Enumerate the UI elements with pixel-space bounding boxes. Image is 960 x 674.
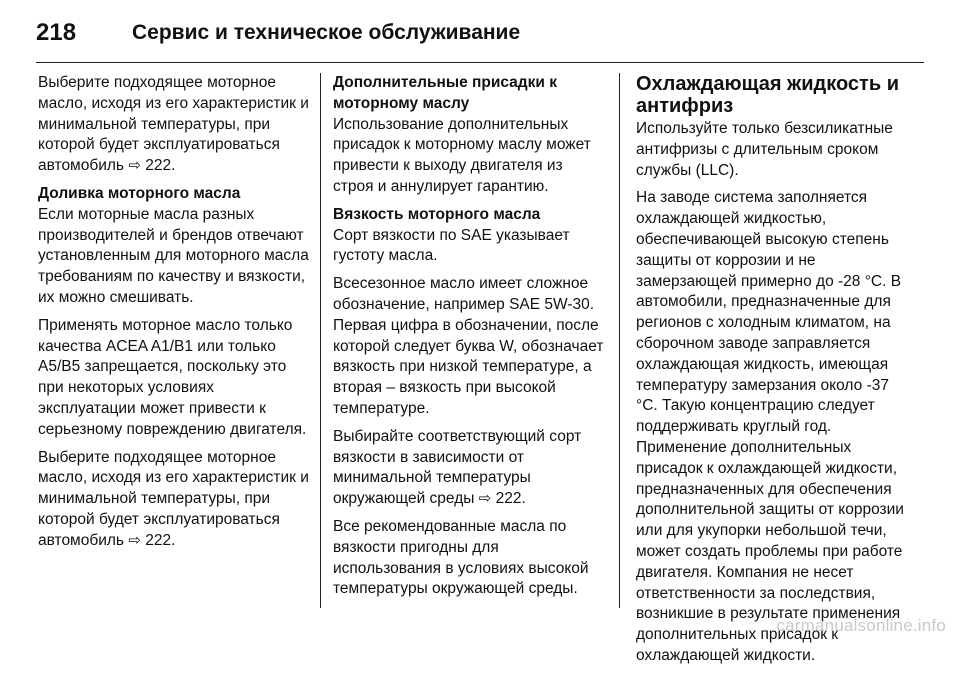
page-ref-arrow-icon: ⇨ bbox=[478, 490, 492, 508]
paragraph-coolant-type: Используйте только безсиликатные антифризы с длительным сроком службы (LLC). bbox=[636, 120, 893, 179]
watermark: carmanualsonline.info bbox=[776, 616, 946, 635]
column-2 bbox=[333, 73, 605, 607]
paragraph-additives-warning: Использование дополнительных присадок к моторному маслу может привести к выходу двигателя из строя и аннулирует гарантию. bbox=[333, 115, 591, 195]
chapter-title: Сервис и техническое обслуживание bbox=[132, 21, 521, 44]
header-divider bbox=[36, 62, 924, 63]
page-ref-link[interactable]: 222. bbox=[495, 490, 526, 508]
column-divider-1 bbox=[320, 73, 321, 608]
column-divider-2 bbox=[619, 73, 620, 608]
page-ref-link[interactable]: 222. bbox=[145, 157, 176, 175]
paragraph-coolant-details: На заводе система заполняется охлаждающей жидкостью, обеспечивающей высокую степень защиты от коррозии и не замерзающей примерно до -28 °С. В автомобили, предназначенные для регионов с холодным климатом, на сборочном заводе заправляется охлаждающая жидкость, имеющая температуру замерзания около -37 °С. Такую концентрацию следует поддерживать круглый год. Применение дополнительных присадок к охлаждающей жидкости, предназначенных для обеспечения дополнительной защиты от коррозии или для укупорки небольшой течи, может создать проблемы при работе двигателя. Компания не несет ответственности за последствия, возникшие в результате применения дополнительных присадок к охлаждающей жидкости. bbox=[636, 189, 904, 664]
page-ref-link[interactable]: 222. bbox=[145, 531, 176, 549]
heading-oil-viscosity: Вязкость моторного масла bbox=[333, 205, 541, 223]
paragraph-oil-selection: Выберите подходящее моторное масло, исходя из его характеристик и минимальной температуры, при которой будет эксплуатироваться автомобиль ⇨ 222. bbox=[38, 74, 309, 175]
heading-oil-topping: Доливка моторного масла bbox=[38, 184, 241, 202]
page-number: 218 bbox=[36, 19, 77, 46]
paragraph-high-temperature: Все рекомендованные масла по вязкости пригодны для использования в условиях высокой температуры окружающей среды. bbox=[333, 517, 589, 598]
column-3 bbox=[636, 73, 910, 674]
page-header bbox=[36, 18, 924, 48]
page-ref-arrow-icon: ⇨ bbox=[128, 157, 141, 175]
heading-oil-additives: Дополнительные присадки к моторному маслу bbox=[333, 74, 557, 112]
page-ref-arrow-icon: ⇨ bbox=[128, 531, 141, 549]
paragraph-viscosity-choice: Выбирайте соответствующий сорт вязкости в зависимости от минимальной температуры окружающей среды ⇨ 222. bbox=[333, 427, 582, 508]
paragraph-oil-mixing: Если моторные масла разных производителей и брендов отвечают установленным для моторного масла требованиям по качеству и вязкости, их можно смешивать. bbox=[38, 205, 309, 306]
paragraph-multigrade-oil: Всесезонное масло имеет сложное обозначение, например SAE 5W-30. Первая цифра в обозначении, после которой следует буква W, обозначает вязкость при низкой температуре, а вторая – вязкость при высокой температуре. bbox=[333, 275, 604, 417]
heading-coolant-antifreeze: Охлаждающая жидкость и антифриз bbox=[636, 73, 899, 117]
paragraph-sae-viscosity: Сорт вязкости по SAE указывает густоту масла. bbox=[333, 226, 570, 265]
column-1 bbox=[38, 73, 310, 559]
paragraph-acea-warning: Применять моторное масло только качества ACEA A1/B1 или только A5/B5 запрещается, поскольку это при некоторых условиях эксплуатации может привести к серьезному повреждению двигателя. bbox=[38, 316, 307, 438]
paragraph-oil-selection-repeat: Выберите подходящее моторное масло, исходя из его характеристик и минимальной температуры, при которой будет эксплуатироваться автомобиль ⇨ 222. bbox=[38, 448, 309, 549]
